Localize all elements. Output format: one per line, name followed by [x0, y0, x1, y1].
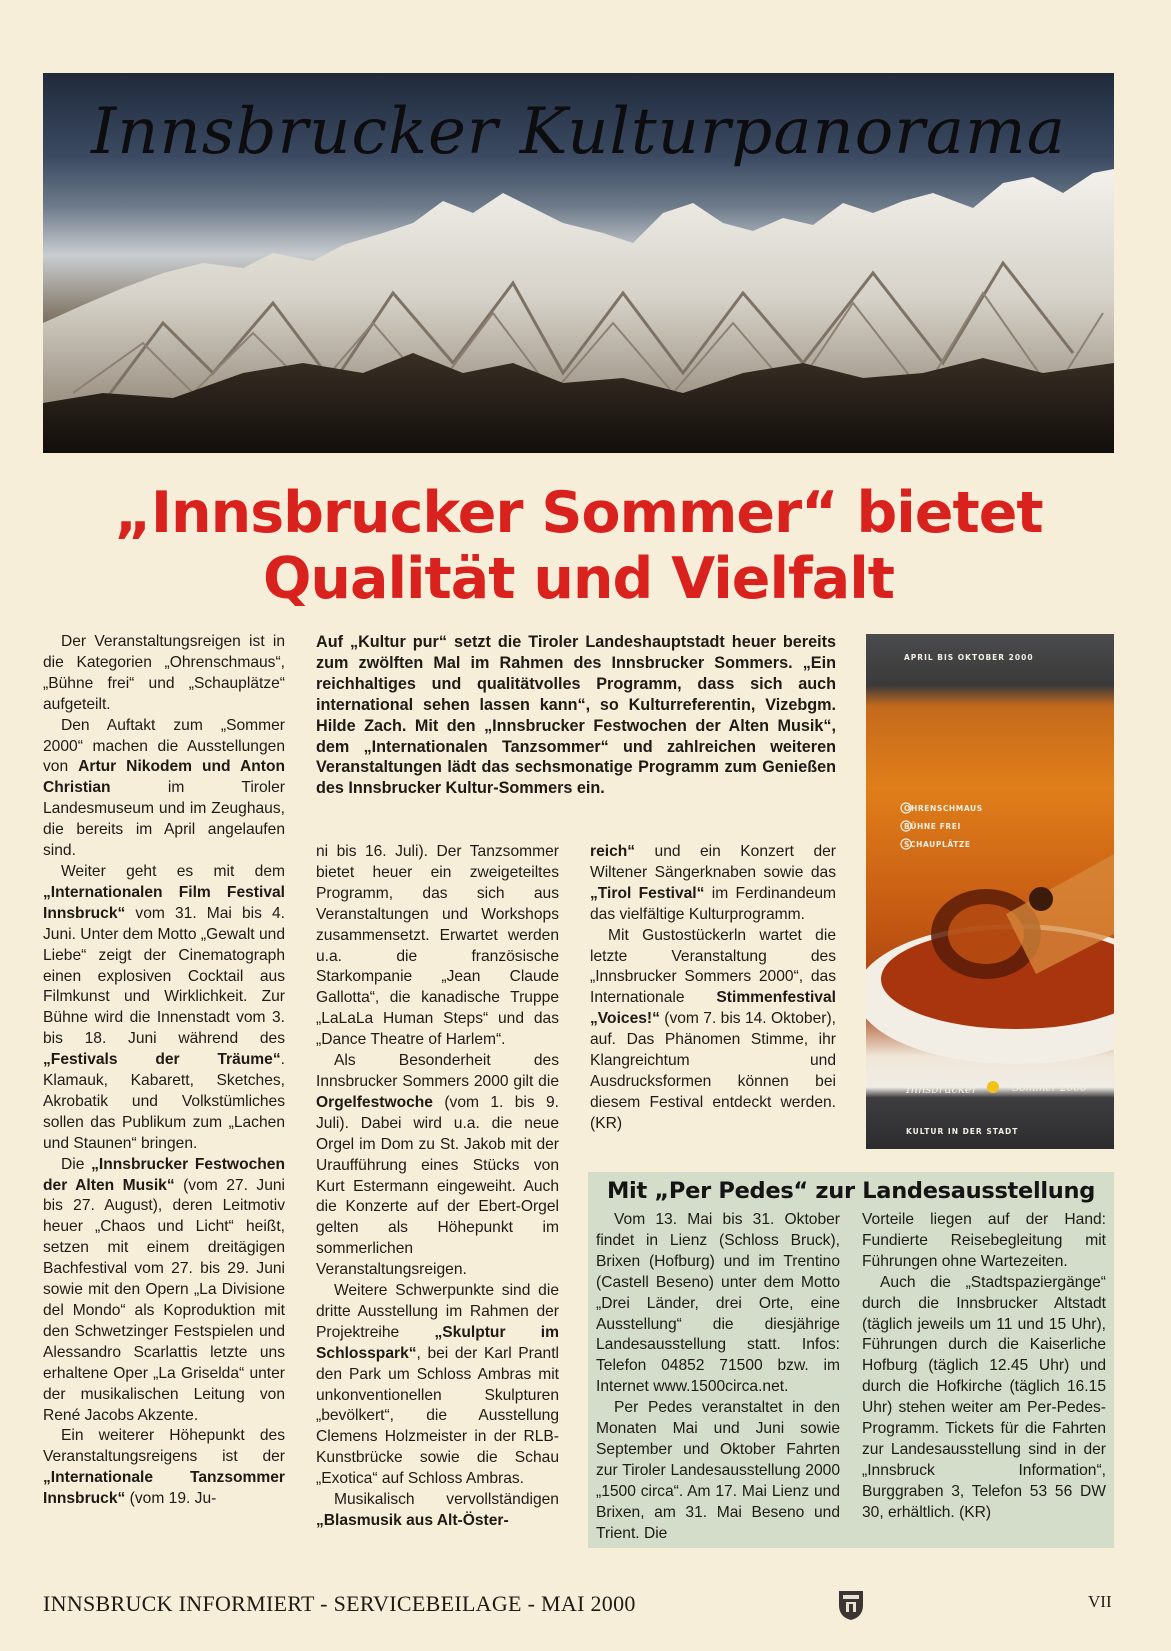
info-box-column-2: [862, 1210, 1106, 1524]
poster-footer-text: KULTUR IN DER STADT: [906, 1127, 1019, 1136]
paragraph: Ein weiterer Höhepunkt des Veranstaltungsreigens ist der „Internationale Tanzsommer Innsbruck“ (vom 19. Ju-: [43, 1427, 285, 1508]
info-box: [588, 1172, 1114, 1548]
header-banner: [43, 73, 1114, 453]
paragraph: Der Veranstaltungsreigen ist in die Kategorien „Ohrenschmaus“, „Bühne frei“ und „Schauplätze“ aufgeteilt.: [43, 633, 285, 713]
paragraph: ni bis 16. Juli). Der Tanzsommer bietet heuer ein zweigeteiltes Programm, das sich aus Veranstaltungen und Workshops zusammensetzt. Erwartet werden u.a. die französische Starkompanie „Jean Claude Gallotta“, die kanadische Truppe „LaLaLa Human Steps“ und das „Dance Theatre of Harlem“.: [316, 843, 559, 1049]
poster-brand-subtitle: Sommer 2000: [1012, 1082, 1087, 1094]
headline-line-1: „Innsbrucker Sommer“ bietet: [114, 480, 1043, 546]
paragraph: Die „Innsbrucker Festwochen der Alten Musik“ (vom 27. Juni bis 27. August), deren Leitmotiv heuer „Chaos und Licht“ heißt, setzen mit einem dreitägigen Bachfestival vom 27. bis 29. Juni sowie mit den Opern „La Divisione del Mondo“ als Koproduktion mit den Schwetzinger Festspielen und Alessandro Scarlattis letzte uns erhaltene Oper „La Griselda“ unter der musikalischen Leitung von René Jacobs Akzente.: [43, 1155, 285, 1424]
paragraph: Auch die „Stadtspaziergänge“ durch die Innsbrucker Altstadt (täglich jeweils um 11 und 15 Uhr), Führungen durch die Kaiserliche Hofburg (täglich 12.45 Uhr) und durch die Hofkirche (täglich 16.15 Uhr) stehen weiter am Per-Pedes-Programm. Tickets für die Fahrten zur Landesausstellung sind in der „Innsbruck Information“, Burggraben 3, Telefon 53 56 DW 30, erhältlich. (KR): [862, 1273, 1106, 1521]
poster-brand: Innsbrucker: [906, 1082, 978, 1096]
poster-menu-item: OHRENSCHMAUS: [904, 804, 983, 813]
article-lead: Auf „Kultur pur“ setzt die Tiroler Landeshauptstadt heuer bereits zum zwölften Mal im Rahmen des Innsbrucker Sommers. „Ein reichhaltiges und qualitätvolles Programm, dass sich auch international sehen lassen kann“, so Kulturreferentin, Vizebgm. Hilde Zach. Mit den „Innsbrucker Festwochen der Alten Musik“, dem „Internationalen Tanzsommer“ und zahlreichen weiteren Veranstaltungen lädt das sechsmonatige Programm zum Genießen des Innsbrucker Kultur-Sommers ein.: [316, 633, 836, 798]
paragraph: Weiter geht es mit dem „Internationalen Film Festival Innsbruck“ vom 31. Mai bis 4. Juni. Unter dem Motto „Gewalt und Liebe“ zeigt der Cinematograph einen explosiven Cocktail aus Filmkunst und Wirklichkeit. Zur Bühne wird die Innenstadt vom 3. bis 18. Juni während des „Festivals der Träume“. Klamauk, Kabarett, Sketches, Akrobatik und Volkstümliches sollen das Publikum zum „Lachen und Staunen“ bringen.: [43, 862, 285, 1152]
paragraph: Als Besonderheit des Innsbrucker Sommers 2000 gilt die Orgelfestwoche (vom 1. bis 9. Juli). Dabei wird u.a. die neue Orgel im Dom zu St. Jakob mit der Uraufführung eines Stücks von Kurt Estermann eingeweiht. Auch die Konzerte auf der Ebert-Orgel gelten als Höhepunkt im sommerlichen Veranstaltungsreigen.: [316, 1052, 559, 1279]
paragraph: Den Auftakt zum „Sommer 2000“ machen die Ausstellungen von Artur Nikodem und Anton Christian im Tiroler Landesmuseum und im Zeughaus, die bereits im April angelaufen sind.: [43, 716, 285, 860]
article-column-3: [590, 842, 836, 1135]
paragraph: Per Pedes veranstaltet in den Monaten Mai und Juni sowie September und Oktober Fahrten zur Tiroler Landesausstellung 2000 „1500 circa“. Am 17. Mai Lienz und Brixen, am 31. Mai Beseno und Trient. Die: [596, 1399, 840, 1542]
headline-line-2: Qualität und Vielfalt: [262, 546, 895, 612]
paragraph: Weitere Schwerpunkte sind die dritte Ausstellung im Rahmen der Projektreihe „Skulptur im Schlosspark“, bei der Karl Prantl den Park um Schloss Ambras mit unkonventionellen Skulpturen „bevölkert“, die Ausstellung Clemens Holzmeister in der RLB-Kunstbrücke sowie die Schau „Exotica“ auf Schloss Ambras.: [316, 1282, 559, 1488]
paragraph: Mit Gustostückerln wartet die letzte Veranstaltung des „Innsbrucker Sommers 2000“, das Internationale Stimmenfestival „Voices!“ (vom 7. bis 14. Oktober), auf. Das Phänomen Stimme, ihr Klangreichtum und Ausdrucksformen können bei diesem Festival entdeckt werden. (KR): [590, 926, 836, 1132]
banner-title: Innsbrucker Kulturpanorama: [91, 95, 1066, 169]
poster-menu-item: SCHAUPLÄTZE: [904, 840, 971, 849]
paragraph: reich“ und ein Konzert der Wiltener Sängerknaben sowie das „Tirol Festival“ im Ferdinandeum das vielfältige Kulturprogramm.: [590, 843, 836, 923]
footer-publication: INNSBRUCK INFORMIERT - SERVICEBEILAGE - MAI 2000: [43, 1591, 636, 1616]
info-box-title: Mit „Per Pedes“ zur Landesausstellung: [606, 1178, 1096, 1204]
info-box-column-1: [596, 1210, 840, 1545]
article-column-2: [316, 842, 559, 1532]
paragraph: Vorteile liegen auf der Hand: Fundierte Reisebegleitung mit Führungen ohne Wartezeiten.: [862, 1211, 1106, 1270]
page-number: VII: [1088, 1592, 1112, 1611]
event-poster: [866, 634, 1114, 1149]
poster-date-text: APRIL BIS OKTOBER 2000: [904, 653, 1034, 662]
poster-menu-item: BÜHNE FREI: [904, 822, 961, 831]
article-column-1: [43, 632, 285, 1510]
city-crest-icon: [838, 1587, 864, 1621]
article-headline: [43, 480, 1114, 612]
poster-artwork: [866, 634, 1114, 1149]
paragraph: Vom 13. Mai bis 31. Oktober findet in Lienz (Schloss Bruck), Brixen (Hofburg) und im Trentino (Castell Beseno) unter dem Motto „Drei Länder, drei Orte, eine Ausstellung“ die diesjährige Landesausstellung statt. Infos: Telefon 04852 71500 bzw. im Internet www.1500circa.net.: [596, 1211, 840, 1396]
paragraph: Musikalisch vervollständigen „Blasmusik aus Alt-Öster-: [316, 1491, 559, 1529]
